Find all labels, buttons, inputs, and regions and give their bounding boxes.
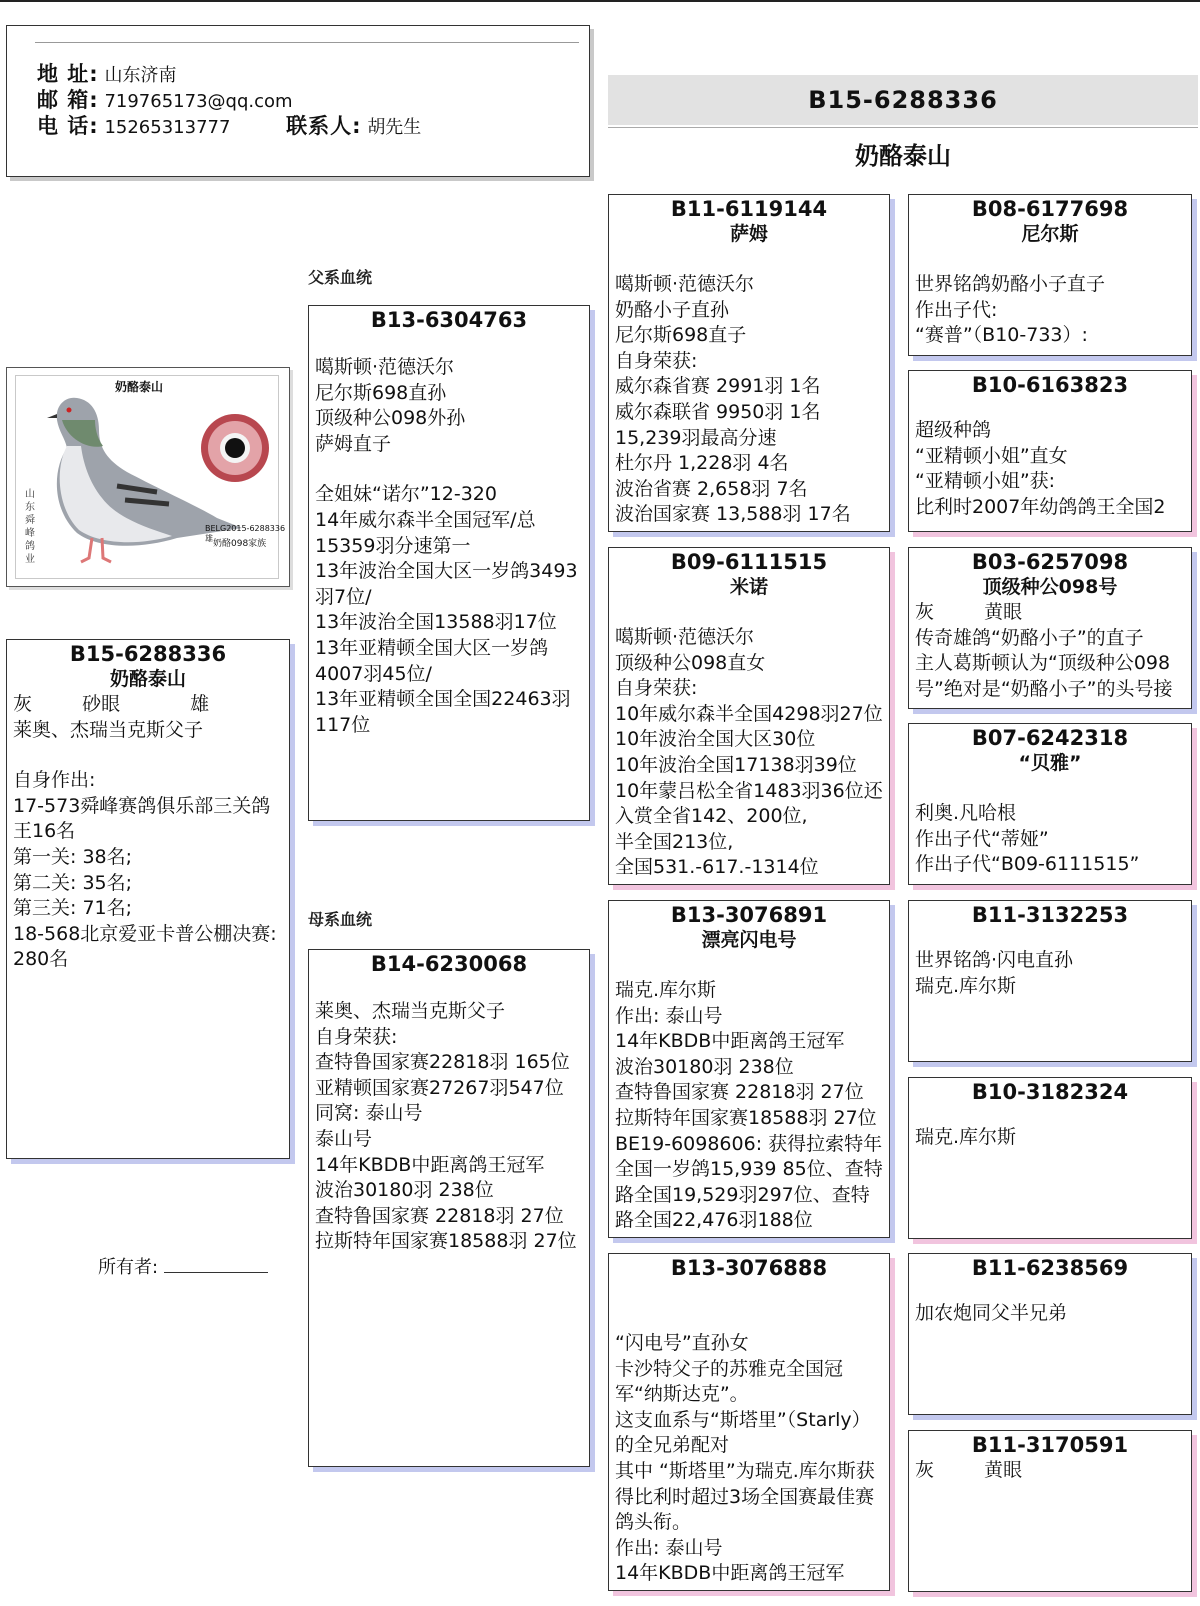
ggp-line: 作出子代: [915, 298, 998, 321]
dam-line: 查特鲁国家赛 22818羽 27位 [315, 1204, 564, 1227]
owner-label: 所有者: [98, 1257, 159, 1278]
ggp-ring: B11-6238569 [971, 1256, 1129, 1280]
gp-line: 波治30180羽 238位 [615, 1055, 794, 1078]
gp-line: 10年蒙吕松全省1483羽36位还入赏全省142、200位, [615, 779, 883, 828]
gp-line: 自身荣获: [615, 349, 698, 372]
ggp-card-4 [908, 723, 1192, 885]
photo-caption: 奶酪泰山 [115, 380, 164, 394]
pedigree-pigeon-name: 奶酪泰山 [855, 142, 951, 170]
subject-line: 17-573舜峰赛鸽俱乐部三关鸽王16名 [13, 794, 271, 843]
dam-line: 拉斯特年国家赛18588羽 27位 [315, 1230, 577, 1253]
sire-section-label: 父系血统 [308, 268, 373, 287]
gp-line: 14年KBDB中距离鸽王冠军 [615, 1030, 845, 1053]
ggp-line: 比利时2007年幼鸽鸽王全国2 [915, 495, 1166, 518]
ggp-ring: B08-6177698 [971, 197, 1129, 221]
gp-ring: B09-6111515 [670, 550, 828, 574]
gp-line: 10年波治全国17138羽39位 [615, 753, 857, 776]
sire-line: 13年亚精顿全国全国22463羽117位 [315, 688, 571, 736]
sire-line: 13年波治全国大区一岁鸽3493羽7位/ [315, 560, 578, 608]
ggp-line: 瑞克.库尔斯 [915, 974, 1017, 997]
dam-line: 莱奥、杰瑞当克斯父子 [315, 1000, 506, 1022]
contact-card [6, 25, 590, 177]
subject-line: 18-568北京爱亚卡普公棚决赛: 280名 [13, 922, 277, 971]
pedigree-ring-number: B15-6288336 [808, 86, 998, 114]
sire-card [308, 305, 590, 821]
ggp-ring: B10-6163823 [971, 373, 1129, 397]
email-label: 邮 箱: [37, 88, 99, 112]
phone-row [37, 110, 421, 140]
subject-line: 第二关: 35名; [13, 871, 133, 894]
ggp-line: 世界铭鸽奶酪小子直子 [915, 273, 1106, 295]
gp-line: 威尔森省赛 2991羽 1名 [615, 375, 821, 398]
gp-line: 奶酪小子直孙 [615, 298, 730, 321]
dam-ring: B14-6230068 [370, 952, 528, 976]
subject-line: 自身作出: [13, 769, 96, 792]
ggp-line: 灰 黄眼 [915, 601, 1023, 623]
sire-line: 尼尔斯698直孙 [315, 381, 447, 404]
subject-sex: 雄 [190, 693, 210, 715]
sire-line: 全姐妹“诺尔”12-320 [315, 483, 497, 506]
ggp-line: 利奥.凡哈根 [915, 802, 1017, 824]
ggp-line: 超级种鸽 [915, 419, 992, 441]
dam-line: 亚精顿国家赛27267羽547位 [315, 1076, 564, 1099]
ggp-line: 瑞克.库尔斯 [915, 1126, 1017, 1148]
ggp-line: 灰 黄眼 [915, 1459, 1023, 1481]
sire-line: 顶级种公098外孙 [315, 407, 466, 430]
ggp-card-3 [908, 547, 1192, 709]
ggp-ring: B03-6257098 [971, 550, 1129, 574]
ggp-line: “亚精顿小姐”获: [915, 470, 1056, 493]
subject-color: 灰 [13, 693, 33, 715]
subject-card [6, 639, 290, 1159]
ggp-name: “贝雅” [1018, 752, 1082, 774]
gp-line: 查特鲁国家赛 22818羽 27位 [615, 1081, 864, 1104]
contact-rule [35, 42, 579, 43]
grandsire-paternal-card [608, 194, 890, 532]
ggp-line: 世界铭鸽·闪电直孙 [915, 949, 1074, 971]
gp-ring: B13-3076888 [670, 1256, 828, 1280]
phone-label: 电 话: [37, 114, 99, 138]
dam-line: 14年KBDB中距离鸽王冠军 [315, 1153, 545, 1176]
gp-line: 作出: 泰山号 [615, 1536, 723, 1559]
gp-line: 其中 “斯塔里”为瑞克.库尔斯获得比利时超过3场全国赛最佳赛鸽头衔。 [615, 1459, 875, 1534]
subject-line: 第三关: 71名; [13, 897, 133, 920]
gp-line: 波治省赛 2,658羽 7名 [615, 477, 808, 500]
pigeon-photo [6, 367, 290, 587]
address-label: 地 址: [37, 62, 99, 86]
owner-field [98, 1253, 268, 1279]
ggp-name: 顶级种公098号 [982, 576, 1118, 598]
gp-line: 尼尔斯698直子 [615, 324, 747, 347]
email-value[interactable]: 719765173@qq.com [104, 91, 293, 112]
ggp-line: 作出子代“B09-6111515” [915, 853, 1140, 876]
ggp-ring: B11-3132253 [971, 903, 1129, 927]
gp-line: 14年KBDB中距离鸽王冠军 [615, 1562, 845, 1585]
gp-line: 作出: 泰山号 [615, 1004, 723, 1027]
photo-caption-family: 奶酪098家族 [213, 539, 267, 549]
gp-line: 15,239羽最高分速 [615, 426, 777, 449]
gp-line: 瑞克.库尔斯 [615, 979, 717, 1001]
contact-person: 胡先生 [367, 117, 422, 138]
ggp-card-7 [908, 1253, 1192, 1415]
pedigree-title-band [608, 75, 1198, 125]
ggp-ring: B07-6242318 [971, 726, 1129, 750]
subject-ring: B15-6288336 [69, 642, 227, 666]
gp-line: 噶斯顿·范德沃尔 [615, 273, 755, 295]
sire-line: 萨姆直子 [315, 432, 392, 455]
granddam-maternal-card [608, 1253, 890, 1591]
ggp-line: 传奇雄鸽“奶酪小子”的直子 [915, 626, 1144, 649]
subject-line: 第一关: 38名; [13, 845, 133, 868]
gp-line: 10年威尔森半全国4298羽27位 [615, 702, 883, 725]
address-value: 山东济南 [104, 65, 177, 86]
sire-line: 13年波治全国13588羽17位 [315, 611, 557, 634]
ggp-card-1 [908, 194, 1192, 356]
dam-line: 波治30180羽 238位 [315, 1179, 494, 1202]
gp-name: 萨姆 [729, 223, 768, 245]
ggp-name: 尼尔斯 [1021, 223, 1079, 245]
gp-line: 全国531.-617.-1314位 [615, 856, 819, 879]
ggp-card-5 [908, 900, 1192, 1062]
phone-value[interactable]: 15265313777 [104, 117, 231, 138]
ggp-card-6 [908, 1077, 1192, 1239]
sire-ring: B13-6304763 [370, 308, 528, 332]
owner-blank [164, 1254, 268, 1273]
sire-line: 14年威尔森半全国冠军/总15359羽分速第一 [315, 508, 536, 557]
gp-line: 自身荣获: [615, 677, 698, 700]
ggp-card-2 [908, 370, 1192, 532]
gp-name: 米诺 [729, 576, 768, 598]
gp-line: 噶斯顿·范德沃尔 [615, 626, 755, 648]
gp-line: 波治国家赛 13,588羽 17名 [615, 503, 851, 526]
subject-line: 莱奥、杰瑞当克斯父子 [13, 718, 204, 741]
ggp-line: 主人葛斯顿认为“顶级种公098号”绝对是“奶酪小子”的头号接 [915, 652, 1173, 700]
contact-label: 联系人: [286, 114, 362, 138]
grandsire-maternal-card [608, 900, 890, 1238]
dam-line: 查特鲁国家赛22818羽 165位 [315, 1051, 570, 1074]
gp-line: “闪电号”直孙女 [615, 1332, 749, 1354]
subject-traits [7, 692, 289, 718]
subject-eye: 砂眼 [82, 693, 121, 715]
dam-section-label: 母系血统 [308, 910, 373, 929]
granddam-paternal-card [608, 547, 890, 885]
subject-name: 奶酪泰山 [109, 668, 186, 690]
dam-line: 同窝: 泰山号 [315, 1102, 423, 1125]
ggp-card-8 [908, 1430, 1192, 1592]
ggp-line: “赛普”（B10-733）: [915, 324, 1088, 347]
dam-line: 自身荣获: [315, 1025, 398, 1048]
ggp-ring: B10-3182324 [971, 1080, 1129, 1104]
ggp-line: “亚精顿小姐”直女 [915, 444, 1068, 467]
gp-line: 半全国213位, [615, 830, 734, 853]
sire-line: 噶斯顿·范德沃尔 [315, 356, 455, 378]
gp-line: 这支血系与“斯塔里”（Starly）的全兄弟配对 [615, 1408, 871, 1457]
sire-line: 13年亚精顿全国大区一岁鸽4007羽45位/ [315, 636, 549, 685]
gp-ring: B13-3076891 [670, 903, 828, 927]
gp-line: 卡沙特父子的苏雅克全国冠军“纳斯达克”。 [615, 1357, 844, 1406]
photo-caption-ring: BELG2015-6288336 雄 [205, 524, 286, 543]
ggp-line: 作出子代“蒂娅” [915, 827, 1049, 850]
gp-line: 10年波治全国大区30位 [615, 728, 816, 751]
ggp-ring: B11-3170591 [971, 1433, 1129, 1457]
gp-name: 漂亮闪电号 [701, 929, 797, 951]
gp-ring: B11-6119144 [670, 197, 828, 221]
gp-line: 杜尔丹 1,228羽 4名 [615, 452, 789, 475]
gp-line: BE19-6098606: 获得拉索特年全国一岁鸽15,939 85位、查特路全国19,529羽297位、查特路全国22,476羽188位 [615, 1132, 883, 1232]
dam-line: 泰山号 [315, 1127, 373, 1150]
gp-line: 顶级种公098直女 [615, 651, 766, 674]
photo-side-text: 山东舜峰鸽业 [25, 489, 35, 565]
gp-line: 拉斯特年国家赛18588羽 27位 [615, 1106, 877, 1129]
dam-card [308, 949, 590, 1467]
title-rule [608, 127, 1198, 128]
ggp-line: 加农炮同父半兄弟 [915, 1302, 1068, 1324]
top-border [0, 0, 1200, 2]
pigeon-illustration [7, 368, 289, 586]
gp-line: 威尔森联省 9950羽 1名 [615, 400, 821, 423]
